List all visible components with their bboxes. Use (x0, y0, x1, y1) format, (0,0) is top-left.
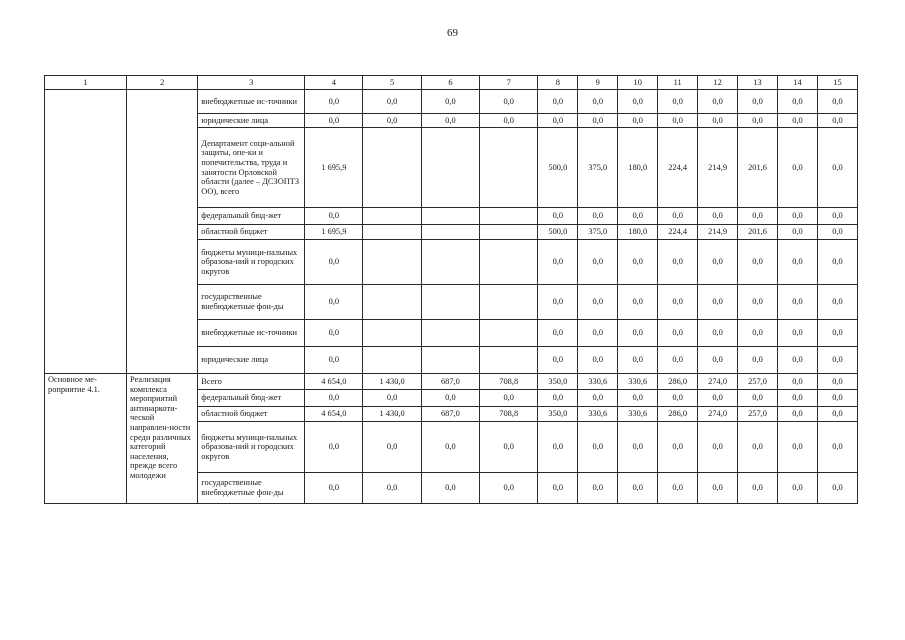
funding-source-label: областной бюджет (198, 407, 305, 422)
value-col-4: 0,0 (305, 114, 363, 128)
value-col-9: 0,0 (578, 114, 618, 128)
value-col-15: 0,0 (817, 90, 857, 114)
value-col-9: 0,0 (578, 347, 618, 374)
value-col-11: 286,0 (658, 407, 698, 422)
value-col-5 (363, 320, 421, 347)
value-col-12: 274,0 (698, 407, 738, 422)
value-col-6: 0,0 (421, 114, 479, 128)
value-col-5 (363, 240, 421, 285)
funding-source-label: Департамент соци-альной защиты, опе-ки и попечительства, труда и занятости Орловской области (далее – ДСЗОПТЗ ОО), всего (198, 128, 305, 208)
value-col-15: 0,0 (817, 407, 857, 422)
value-col-11: 0,0 (658, 90, 698, 114)
value-col-8: 0,0 (538, 90, 578, 114)
value-col-15: 0,0 (817, 422, 857, 473)
value-col-9: 0,0 (578, 320, 618, 347)
value-col-8: 350,0 (538, 407, 578, 422)
value-col-12: 0,0 (698, 240, 738, 285)
value-col-13: 257,0 (738, 407, 778, 422)
value-col-7: 0,0 (480, 473, 538, 504)
header-col-14: 14 (777, 76, 817, 90)
header-col-9: 9 (578, 76, 618, 90)
header-col-6: 6 (421, 76, 479, 90)
funding-source-label: государственные внебюджетные фон-ды (198, 285, 305, 320)
value-col-4: 0,0 (305, 422, 363, 473)
measure-name-cell (45, 90, 127, 374)
measure-name-cell: Основное ме-роприятие 4.1. (45, 374, 127, 504)
value-col-8: 0,0 (538, 390, 578, 407)
value-col-11: 0,0 (658, 473, 698, 504)
value-col-7: 0,0 (480, 114, 538, 128)
value-col-15: 0,0 (817, 285, 857, 320)
value-col-13: 257,0 (738, 374, 778, 390)
value-col-14: 0,0 (777, 347, 817, 374)
funding-table (44, 75, 858, 504)
funding-source-label: внебюджетные ис-точники (198, 320, 305, 347)
value-col-10: 0,0 (618, 208, 658, 225)
value-col-9: 330,6 (578, 374, 618, 390)
value-col-7 (480, 208, 538, 225)
funding-source-label: государственные внебюджетные фон-ды (198, 473, 305, 504)
header-col-12: 12 (698, 76, 738, 90)
value-col-12: 0,0 (698, 90, 738, 114)
value-col-15: 0,0 (817, 320, 857, 347)
funding-source-label: Всего (198, 374, 305, 390)
value-col-15: 0,0 (817, 128, 857, 208)
value-col-10: 0,0 (618, 390, 658, 407)
measure-description-cell: Реализация комплекса мероприятий антинаркоти-ческой направлен-ности среди различных категорий населения, прежде всего молодежи (127, 374, 198, 504)
value-col-5 (363, 128, 421, 208)
value-col-15: 0,0 (817, 240, 857, 285)
value-col-14: 0,0 (777, 390, 817, 407)
value-col-14: 0,0 (777, 128, 817, 208)
value-col-14: 0,0 (777, 374, 817, 390)
value-col-12: 274,0 (698, 374, 738, 390)
value-col-7: 708,8 (480, 407, 538, 422)
value-col-5 (363, 285, 421, 320)
value-col-5 (363, 208, 421, 225)
header-col-7: 7 (480, 76, 538, 90)
value-col-4: 0,0 (305, 473, 363, 504)
value-col-15: 0,0 (817, 225, 857, 240)
value-col-10: 330,6 (618, 407, 658, 422)
value-col-6: 0,0 (421, 473, 479, 504)
value-col-5: 0,0 (363, 90, 421, 114)
header-col-3: 3 (198, 76, 305, 90)
value-col-9: 0,0 (578, 208, 618, 225)
value-col-7 (480, 347, 538, 374)
value-col-11: 224,4 (658, 128, 698, 208)
value-col-13: 0,0 (738, 114, 778, 128)
value-col-6: 687,0 (421, 374, 479, 390)
value-col-15: 0,0 (817, 390, 857, 407)
value-col-13: 201,6 (738, 128, 778, 208)
value-col-12: 0,0 (698, 320, 738, 347)
value-col-5: 1 430,0 (363, 407, 421, 422)
value-col-14: 0,0 (777, 90, 817, 114)
value-col-5 (363, 225, 421, 240)
value-col-10: 0,0 (618, 90, 658, 114)
value-col-4: 4 654,0 (305, 374, 363, 390)
value-col-12: 0,0 (698, 114, 738, 128)
value-col-7: 708,8 (480, 374, 538, 390)
value-col-6 (421, 208, 479, 225)
header-col-4: 4 (305, 76, 363, 90)
value-col-4: 1 695,9 (305, 225, 363, 240)
value-col-11: 0,0 (658, 320, 698, 347)
value-col-10: 180,0 (618, 128, 658, 208)
value-col-14: 0,0 (777, 320, 817, 347)
value-col-4: 0,0 (305, 320, 363, 347)
value-col-9: 0,0 (578, 390, 618, 407)
value-col-11: 0,0 (658, 114, 698, 128)
value-col-9: 375,0 (578, 128, 618, 208)
value-col-13: 201,6 (738, 225, 778, 240)
value-col-4: 1 695,9 (305, 128, 363, 208)
value-col-14: 0,0 (777, 422, 817, 473)
value-col-14: 0,0 (777, 225, 817, 240)
value-col-12: 0,0 (698, 473, 738, 504)
value-col-7: 0,0 (480, 90, 538, 114)
value-col-9: 375,0 (578, 225, 618, 240)
value-col-12: 0,0 (698, 208, 738, 225)
value-col-4: 0,0 (305, 90, 363, 114)
funding-source-label: федеральный бюд-жет (198, 208, 305, 225)
funding-source-label: внебюджетные ис-точники (198, 90, 305, 114)
value-col-11: 286,0 (658, 374, 698, 390)
value-col-11: 224,4 (658, 225, 698, 240)
value-col-11: 0,0 (658, 390, 698, 407)
value-col-4: 0,0 (305, 390, 363, 407)
value-col-5: 1 430,0 (363, 374, 421, 390)
value-col-8: 500,0 (538, 225, 578, 240)
value-col-4: 4 654,0 (305, 407, 363, 422)
value-col-10: 0,0 (618, 473, 658, 504)
value-col-8: 0,0 (538, 422, 578, 473)
value-col-6 (421, 285, 479, 320)
value-col-9: 0,0 (578, 285, 618, 320)
value-col-7 (480, 240, 538, 285)
value-col-12: 214,9 (698, 225, 738, 240)
value-col-8: 0,0 (538, 114, 578, 128)
value-col-11: 0,0 (658, 347, 698, 374)
value-col-10: 0,0 (618, 285, 658, 320)
value-col-13: 0,0 (738, 473, 778, 504)
value-col-11: 0,0 (658, 208, 698, 225)
value-col-9: 0,0 (578, 240, 618, 285)
value-col-14: 0,0 (777, 208, 817, 225)
value-col-4: 0,0 (305, 347, 363, 374)
value-col-15: 0,0 (817, 374, 857, 390)
value-col-15: 0,0 (817, 473, 857, 504)
funding-source-label: бюджеты муници-пальных образова-ний и городских округов (198, 240, 305, 285)
value-col-14: 0,0 (777, 114, 817, 128)
value-col-7 (480, 128, 538, 208)
value-col-13: 0,0 (738, 90, 778, 114)
value-col-14: 0,0 (777, 285, 817, 320)
value-col-7 (480, 225, 538, 240)
header-col-8: 8 (538, 76, 578, 90)
value-col-13: 0,0 (738, 422, 778, 473)
value-col-8: 0,0 (538, 208, 578, 225)
value-col-6 (421, 225, 479, 240)
value-col-10: 0,0 (618, 240, 658, 285)
value-col-13: 0,0 (738, 320, 778, 347)
funding-source-label: областной бюджет (198, 225, 305, 240)
value-col-5 (363, 347, 421, 374)
value-col-6 (421, 128, 479, 208)
measure-description-cell (127, 90, 198, 374)
header-col-5: 5 (363, 76, 421, 90)
value-col-13: 0,0 (738, 208, 778, 225)
value-col-6 (421, 240, 479, 285)
value-col-10: 0,0 (618, 422, 658, 473)
value-col-8: 500,0 (538, 128, 578, 208)
value-col-10: 0,0 (618, 114, 658, 128)
value-col-9: 0,0 (578, 422, 618, 473)
value-col-11: 0,0 (658, 285, 698, 320)
funding-source-label: юридические лица (198, 347, 305, 374)
header-row (45, 76, 858, 90)
header-col-13: 13 (738, 76, 778, 90)
value-col-14: 0,0 (777, 240, 817, 285)
value-col-14: 0,0 (777, 473, 817, 504)
funding-source-label: федеральный бюд-жет (198, 390, 305, 407)
value-col-7 (480, 285, 538, 320)
value-col-9: 330,6 (578, 407, 618, 422)
header-col-1: 1 (45, 76, 127, 90)
value-col-8: 350,0 (538, 374, 578, 390)
value-col-8: 0,0 (538, 240, 578, 285)
value-col-4: 0,0 (305, 208, 363, 225)
value-col-10: 0,0 (618, 320, 658, 347)
value-col-7: 0,0 (480, 390, 538, 407)
value-col-9: 0,0 (578, 473, 618, 504)
value-col-6 (421, 347, 479, 374)
value-col-15: 0,0 (817, 208, 857, 225)
value-col-10: 0,0 (618, 347, 658, 374)
header-col-11: 11 (658, 76, 698, 90)
value-col-10: 330,6 (618, 374, 658, 390)
value-col-15: 0,0 (817, 114, 857, 128)
value-col-5: 0,0 (363, 390, 421, 407)
value-col-6: 687,0 (421, 407, 479, 422)
value-col-8: 0,0 (538, 347, 578, 374)
table-row (45, 374, 858, 390)
page-number: 69 (447, 27, 458, 39)
value-col-13: 0,0 (738, 240, 778, 285)
value-col-6: 0,0 (421, 422, 479, 473)
value-col-8: 0,0 (538, 285, 578, 320)
header-col-15: 15 (817, 76, 857, 90)
value-col-6 (421, 320, 479, 347)
value-col-11: 0,0 (658, 240, 698, 285)
value-col-11: 0,0 (658, 422, 698, 473)
value-col-5: 0,0 (363, 422, 421, 473)
funding-source-label: бюджеты муници-пальных образова-ний и городских округов (198, 422, 305, 473)
value-col-12: 214,9 (698, 128, 738, 208)
value-col-12: 0,0 (698, 422, 738, 473)
funding-source-label: юридические лица (198, 114, 305, 128)
header-col-2: 2 (127, 76, 198, 90)
value-col-15: 0,0 (817, 347, 857, 374)
value-col-5: 0,0 (363, 114, 421, 128)
value-col-7: 0,0 (480, 422, 538, 473)
value-col-12: 0,0 (698, 285, 738, 320)
value-col-13: 0,0 (738, 347, 778, 374)
value-col-4: 0,0 (305, 240, 363, 285)
table-row (45, 90, 858, 114)
value-col-9: 0,0 (578, 90, 618, 114)
value-col-10: 180,0 (618, 225, 658, 240)
value-col-8: 0,0 (538, 473, 578, 504)
value-col-8: 0,0 (538, 320, 578, 347)
value-col-14: 0,0 (777, 407, 817, 422)
value-col-4: 0,0 (305, 285, 363, 320)
value-col-7 (480, 320, 538, 347)
value-col-12: 0,0 (698, 390, 738, 407)
value-col-13: 0,0 (738, 390, 778, 407)
header-col-10: 10 (618, 76, 658, 90)
value-col-6: 0,0 (421, 90, 479, 114)
value-col-12: 0,0 (698, 347, 738, 374)
value-col-5: 0,0 (363, 473, 421, 504)
value-col-13: 0,0 (738, 285, 778, 320)
value-col-6: 0,0 (421, 390, 479, 407)
